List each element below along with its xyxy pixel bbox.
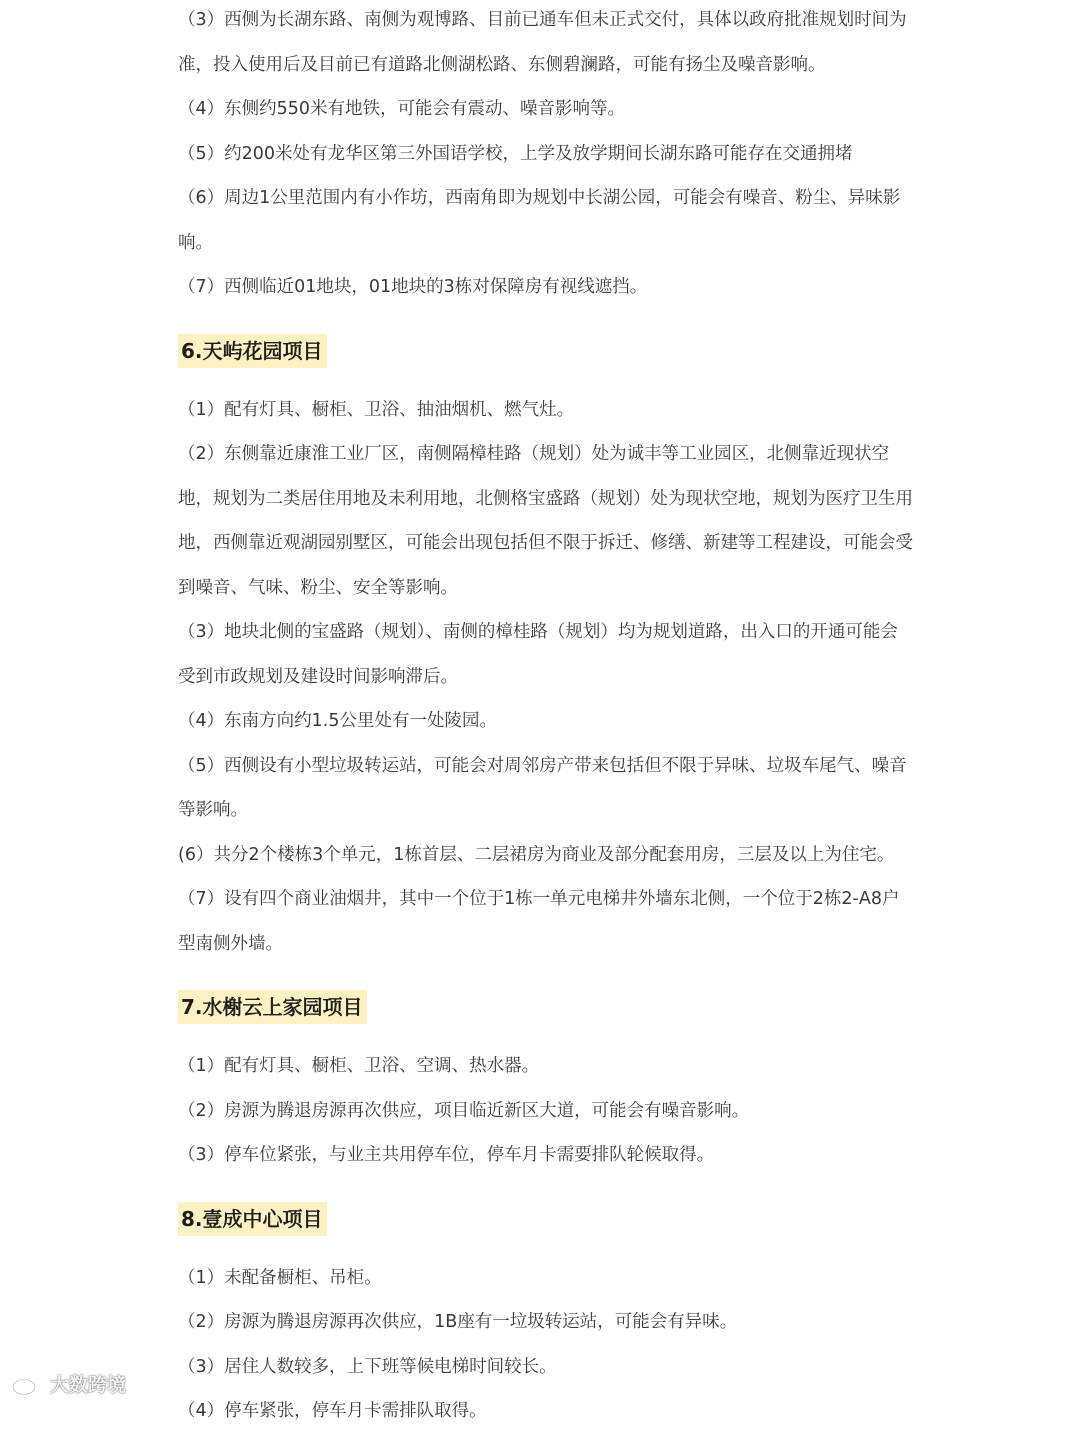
paragraph-line: 地，规划为二类居住用地及未利用地，北侧格宝盛路（规划）处为现状空地，规划为医疗卫生用 [178, 488, 913, 509]
paragraph-line: （6）周边1公里范围内有小作坊，西南角即为规划中长湖公园，可能会有噪音、粉尘、异味影 [178, 188, 901, 208]
paragraph-line: （3）停车位紧张，与业主共用停车位，停车月卡需要排队轮候取得。 [178, 1145, 715, 1165]
paragraph-line: （5）约200米处有龙华区第三外国语学校，上学及放学期间长湖东路可能存在交通拥堵 [178, 143, 853, 164]
section-heading: 6.天屿花园项目 [178, 334, 327, 368]
document-body [178, 0, 913, 1434]
paragraph-line: 准，投入使用后及目前已有道路北侧湖松路、东侧碧澜路，可能有扬尘及噪音影响。 [178, 54, 826, 75]
paragraph-line: （2）房源为腾退房源再次供应，1B座有一垃圾转运站，可能会有异味。 [178, 1312, 738, 1332]
paragraph-line: （3）居住人数较多，上下班等候电梯时间较长。 [178, 1356, 557, 1377]
paragraph-line: 到噪音、气味、粉尘、安全等影响。 [178, 577, 458, 598]
section-8 [178, 1192, 908, 1434]
paragraph-line: 等影响。 [178, 800, 248, 820]
paragraph-line: (6）共分2个楼栋3个单元，1栋首层、二层裙房为商业及部分配套用房，三层及以上为住宅。 [178, 844, 895, 865]
paragraph-line: （3）西侧为长湖东路、南侧为观博路、目前已通车但未正式交付，具体以政府批准规划时间为 [178, 10, 907, 30]
paragraph-line: （7）西侧临近01地块，01地块的3栋对保障房有视线遮挡。 [178, 277, 648, 297]
section-6 [178, 324, 913, 967]
section-heading: 7.水榭云上家园项目 [178, 990, 367, 1024]
paragraph-line: 受到市政规划及建设时间影响滞后。 [178, 666, 458, 687]
paragraph-line: （5）西侧设有小型垃圾转运站，可能会对周邻房产带来包括但不限于异味、垃圾车尾气、噪音 [178, 755, 907, 776]
paragraph-line: 地，西侧靠近观湖园别墅区，可能会出现包括但不限于拆迁、修缮、新建等工程建设，可能会受 [178, 533, 913, 553]
paragraph-line: （7）设有四个商业油烟井，其中一个位于1栋一单元电梯井外墙东北侧，一个位于2栋2-A8户 [178, 889, 900, 909]
paragraph-line: （1）配有灯具、橱柜、卫浴、抽油烟机、燃气灶。 [178, 399, 575, 420]
watermark-text: 大数跨境 [50, 1374, 127, 1396]
paragraph-line: （1）未配备橱柜、吊柜。 [178, 1267, 382, 1288]
section-7 [178, 980, 908, 1178]
section-prev [178, 0, 908, 310]
paragraph-line: 响。 [178, 232, 213, 253]
paragraph-line: （3）地块北侧的宝盛路（规划）、南侧的樟桂路（规划）均为规划道路，出入口的开通可能会 [178, 622, 898, 642]
paragraph-line: （2）东侧靠近康淮工业厂区，南侧隔樟桂路（规划）处为诚丰等工业园区，北侧靠近现状空 [178, 444, 890, 464]
paragraph-line: （4）东南方向约1.5公里处有一处陵园。 [178, 711, 497, 731]
paragraph-line: 型南侧外墙。 [178, 933, 283, 954]
paragraph-line: （4）东侧约550米有地铁，可能会有震动、噪音影响等。 [178, 99, 626, 119]
paragraph-line: （2）房源为腾退房源再次供应，项目临近新区大道，可能会有噪音影响。 [178, 1100, 750, 1121]
watermark [10, 1370, 126, 1397]
weibo-logo-icon [10, 1372, 44, 1396]
section-heading: 8.壹成中心项目 [178, 1202, 327, 1236]
paragraph-line: （4）停车紧张，停车月卡需排队取得。 [178, 1401, 487, 1421]
paragraph-line: （1）配有灯具、橱柜、卫浴、空调、热水器。 [178, 1056, 540, 1076]
